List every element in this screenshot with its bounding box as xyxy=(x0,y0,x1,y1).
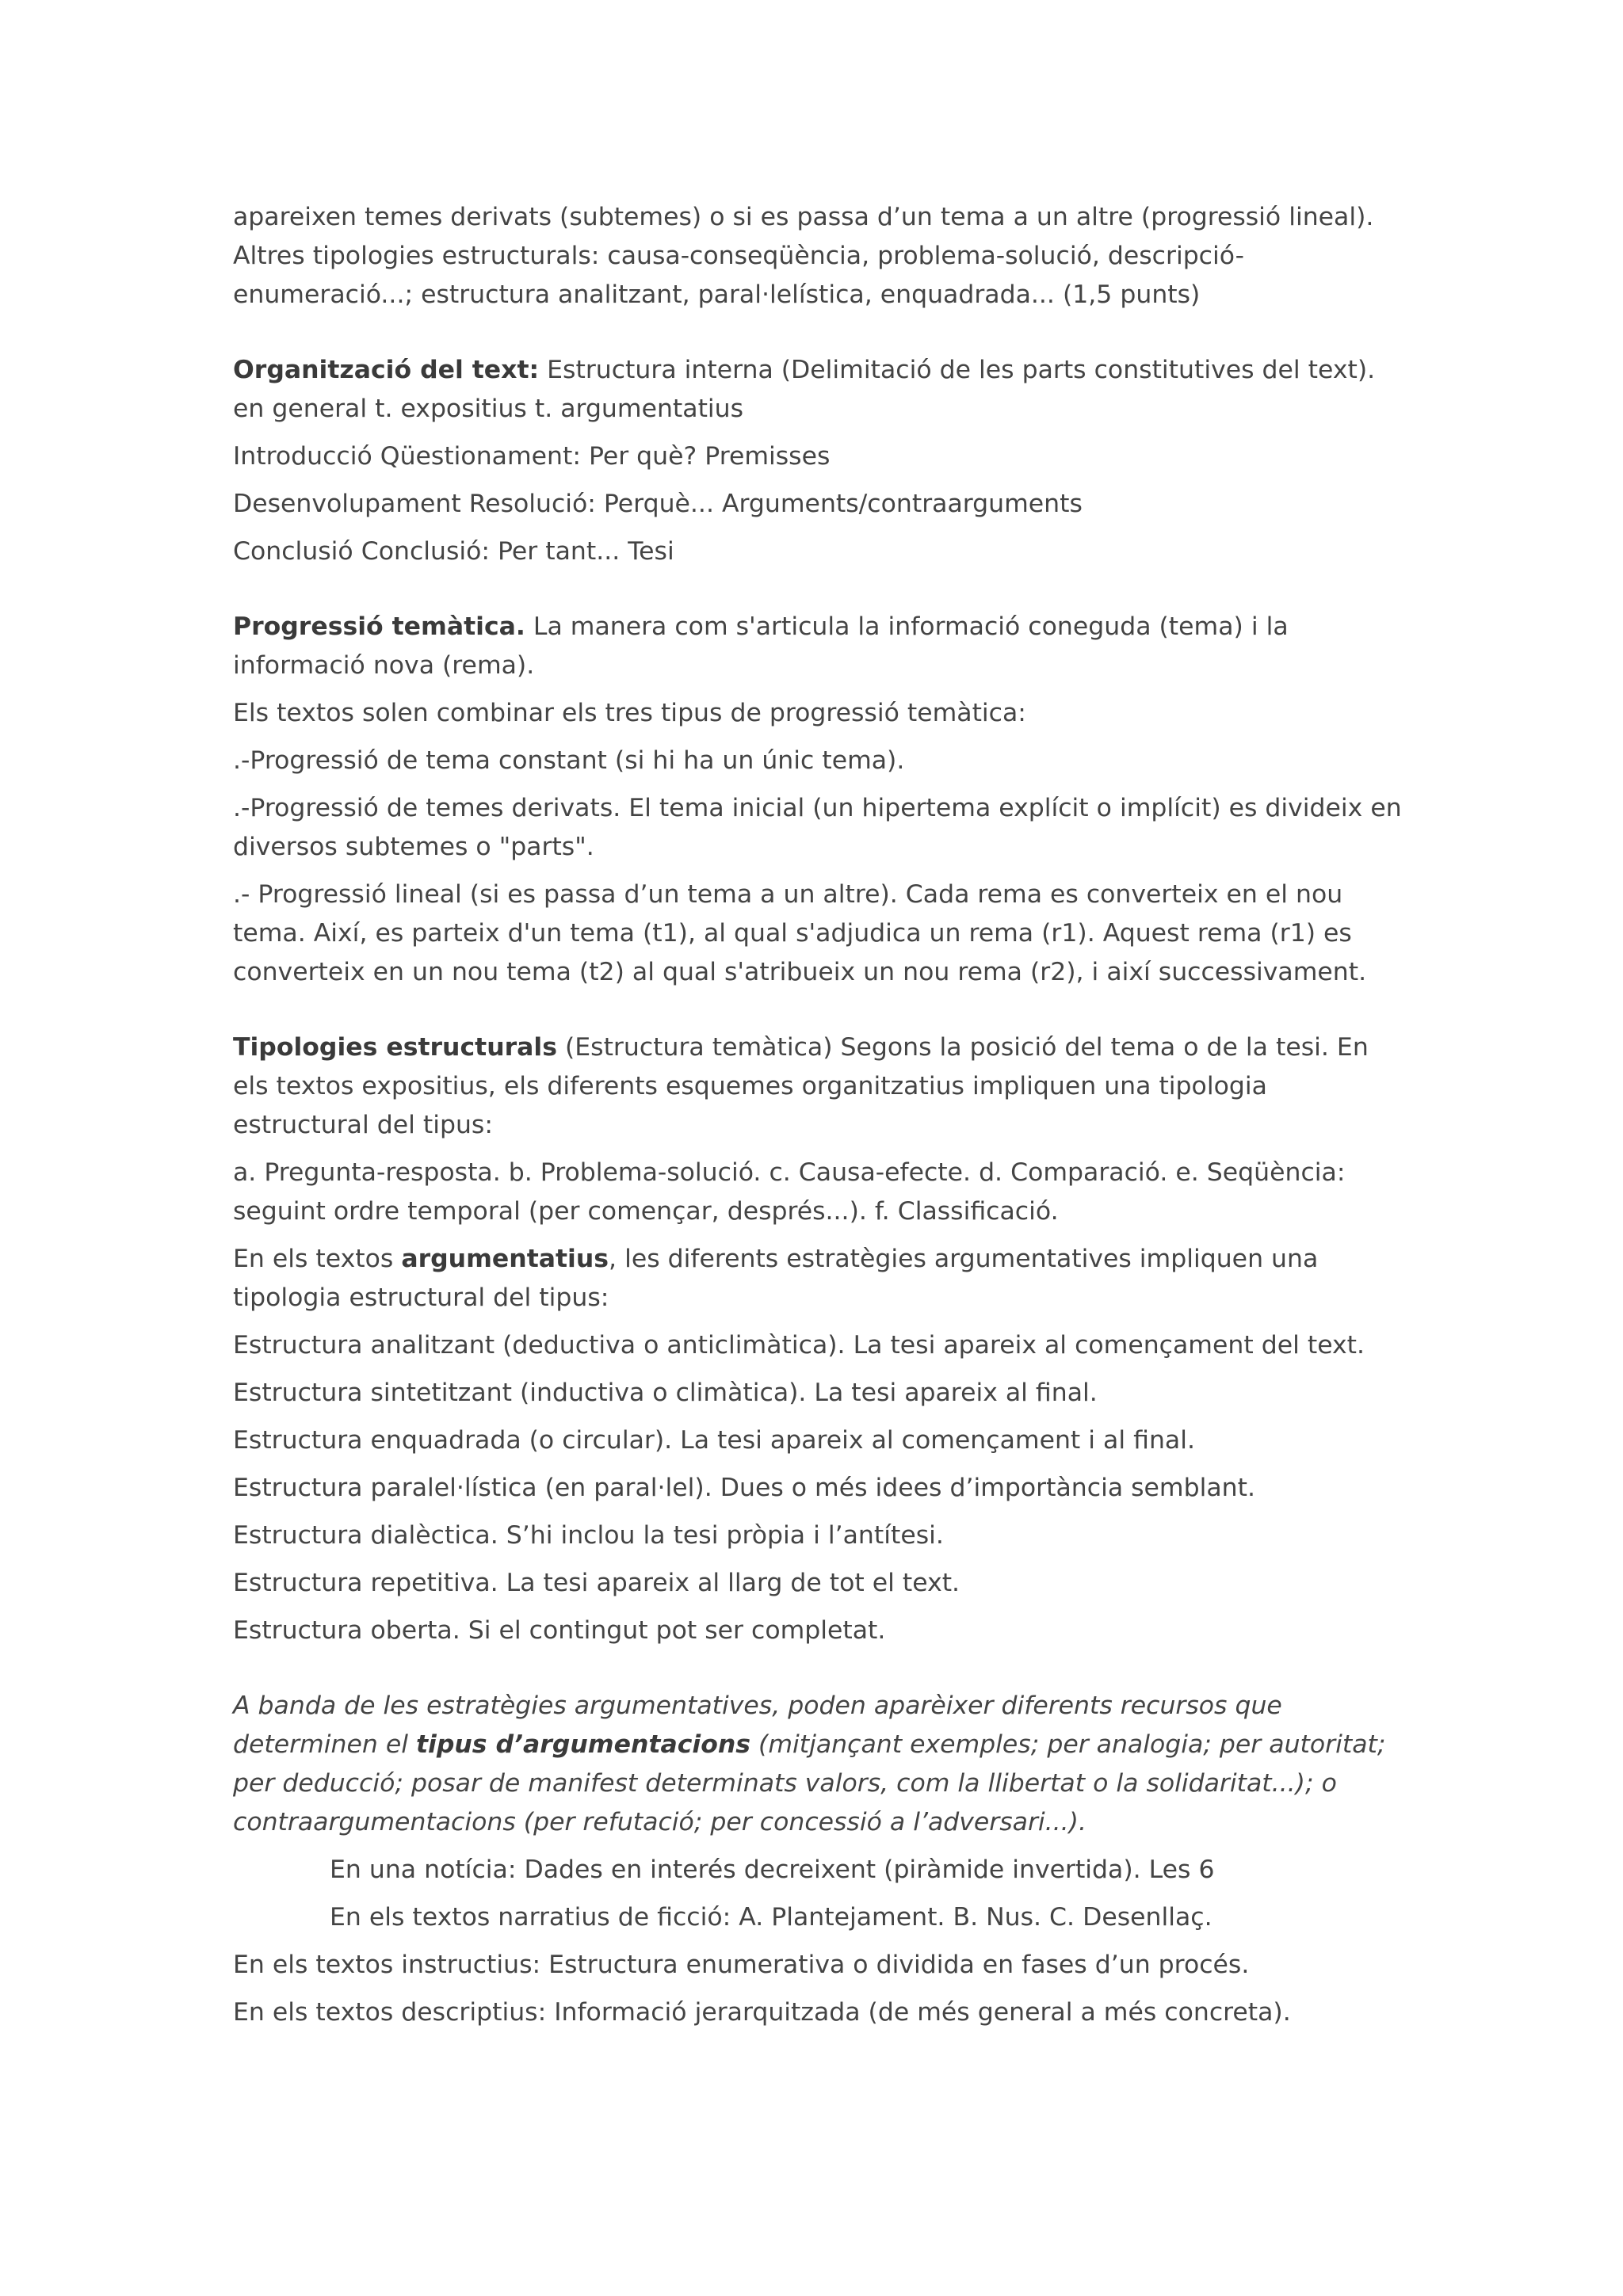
recursos-bold: tipus d’argumentacions xyxy=(415,1730,751,1759)
intro-paragraph: apareixen temes derivats (subtemes) o si es passa d’un tema a un altre (progressió lineal). Altres tipologies estructurals: causa-conseqüència, problema-solució, descripció-enumeració...; estructura analitzant, paral·lelística, enquadrada... (1,5 punts) xyxy=(233,203,1374,309)
noticia-line: En una notícia: Dades en interés decreixent (piràmide invertida). Les 6 xyxy=(330,1855,1215,1884)
progressio-item: .-Progressió de temes derivats. El tema inicial (un hipertema explícit o implícit) es divideix en diversos subtemes o "parts". xyxy=(233,794,1402,861)
estructura-item: Estructura analitzant (deductiva o anticlimàtica). La tesi apareix al començament del text. xyxy=(233,1331,1365,1360)
organitzacio-heading: Organització del text: xyxy=(233,356,540,384)
arg-pre-text: En els textos xyxy=(233,1245,402,1273)
descriptius-line: En els textos descriptius: Informació jerarquitzada (de més general a més concreta). xyxy=(233,1998,1291,2027)
organitzacio-paragraph xyxy=(233,351,1406,429)
tipologies-heading: Tipologies estructurals xyxy=(233,1033,557,1062)
recursos-pre: A banda de les estratègies argumentatives, poden aparèixer diferents recursos que determinen el xyxy=(233,1691,1282,1759)
organitzacio-text: Estructura interna (Delimitació de les parts constitutives del text). en general t. expositius t. argumentatius xyxy=(233,356,1376,423)
estructura-item: Estructura enquadrada (o circular). La tesi apareix al començament i al final. xyxy=(233,1426,1195,1455)
recursos-post: (mitjançant exemples; per analogia; per autoritat; per deducció; posar de manifest determinats valors, com la llibertat o la solidaritat...); o contraargumentacions (per refutació; per concessió a l’adversari...). xyxy=(233,1730,1386,1836)
estructura-item: Estructura repetitiva. La tesi apareix al llarg de tot el text. xyxy=(233,1569,960,1597)
organitzacio-row: Desenvolupament Resolució: Perquè... Arguments/contraarguments xyxy=(233,490,1083,518)
tipologies-text: (Estructura temàtica) Segons la posició del tema o de la tesi. En els textos expositius, els diferents esquemes organitzatius impliquen una tipologia estructural del tipus: xyxy=(233,1033,1369,1139)
organitzacio-row: Conclusió Conclusió: Per tant... Tesi xyxy=(233,537,674,566)
estructura-item: Estructura paralel·lística (en paral·lel). Dues o més idees d’importància semblant. xyxy=(233,1474,1255,1502)
arg-bold-text: argumentatius xyxy=(401,1245,609,1273)
progressio-text: La manera com s'articula la informació coneguda (tema) i la informació nova (rema). xyxy=(233,612,1289,680)
tipologies-argumentatius xyxy=(233,1240,1406,1318)
estructura-item: Estructura oberta. Si el contingut pot ser completat. xyxy=(233,1616,886,1645)
recursos-paragraph xyxy=(233,1687,1406,1842)
organitzacio-row: Introducció Qüestionament: Per què? Premisses xyxy=(233,442,831,471)
progressio-item: .-Progressió de tema constant (si hi ha un únic tema). xyxy=(233,746,905,775)
progressio-paragraph xyxy=(233,608,1406,685)
progressio-heading: Progressió temàtica. xyxy=(233,612,525,641)
progressio-item: Els textos solen combinar els tres tipus de progressió temàtica: xyxy=(233,699,1026,727)
tipologies-expositius: a. Pregunta-resposta. b. Problema-solució. c. Causa-efecte. d. Comparació. e. Seqüència: seguint ordre temporal (per començar, després...). f. Classificació. xyxy=(233,1158,1346,1226)
document-body xyxy=(233,198,1406,2041)
tipologies-paragraph xyxy=(233,1028,1406,1145)
instructius-line: En els textos instructius: Estructura enumerativa o dividida en fases d’un procés. xyxy=(233,1951,1250,1979)
estructura-item: Estructura dialèctica. S’hi inclou la tesi pròpia i l’antítesi. xyxy=(233,1521,944,1550)
narratius-line: En els textos narratius de ficció: A. Plantejament. B. Nus. C. Desenllaç. xyxy=(330,1903,1212,1932)
estructura-item: Estructura sintetitzant (inductiva o climàtica). La tesi apareix al final. xyxy=(233,1379,1098,1407)
arg-post-text: , les diferents estratègies argumentatives impliquen una tipologia estructural del tipus: xyxy=(233,1245,1319,1312)
progressio-item: .- Progressió lineal (si es passa d’un tema a un altre). Cada rema es converteix en el nou tema. Així, es parteix d'un tema (t1), al qual s'adjudica un rema (r1). Aquest rema (r1) es converteix en un nou tema (t2) al qual s'atribueix un nou rema (r2), i així successivament. xyxy=(233,880,1367,986)
